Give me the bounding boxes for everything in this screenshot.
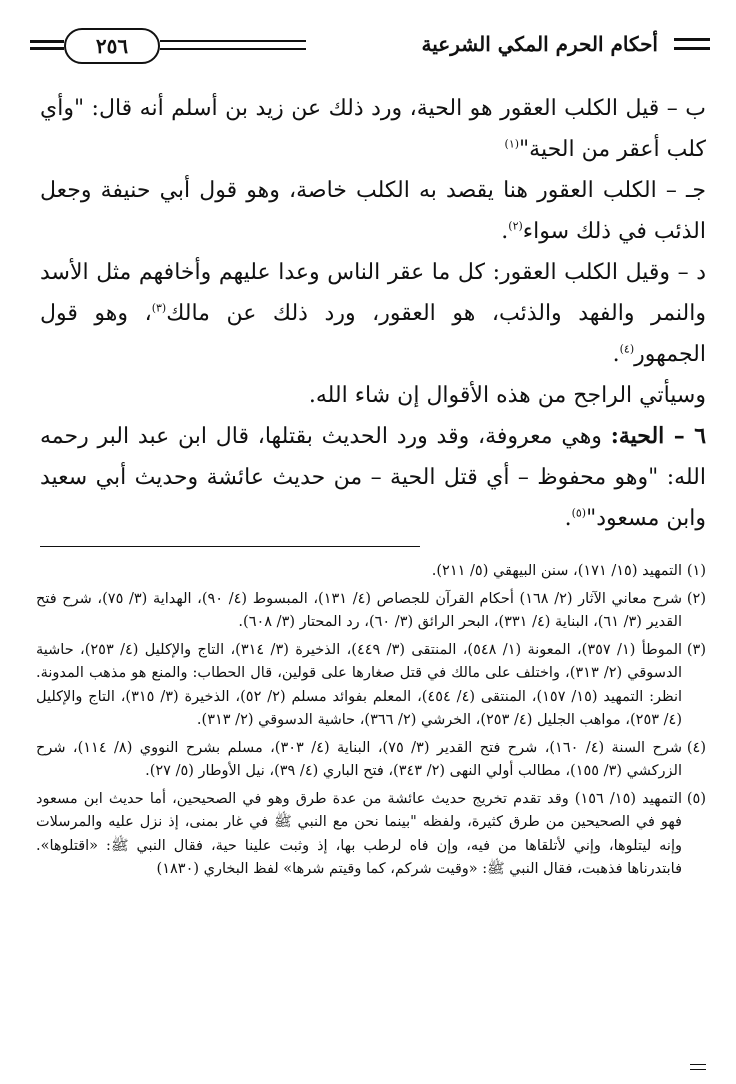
paragraph-b bbox=[40, 88, 706, 170]
main-text bbox=[40, 88, 706, 539]
paragraph-d-text-2: ، وهو قول الجمهور bbox=[40, 301, 706, 367]
footnotes bbox=[36, 560, 706, 886]
page-number: ٢٥٦ bbox=[64, 28, 160, 64]
footnote-ref-1[interactable]: (١) bbox=[504, 137, 520, 151]
footnote-number: (٢) bbox=[686, 590, 706, 607]
paragraph-d bbox=[40, 252, 706, 375]
footnote-number: (٥) bbox=[686, 790, 706, 807]
footnote-text: التمهيد (١٥/ ١٧١)، سنن البيهقي (٥/ ٢١١). bbox=[431, 563, 682, 579]
footnote-ref-2[interactable]: (٢) bbox=[508, 219, 523, 233]
footnote-divider bbox=[40, 546, 420, 547]
paragraph-6-end: . bbox=[564, 506, 572, 531]
header-rule bbox=[160, 40, 306, 50]
paragraph-6-lead: ٦ – الحية: bbox=[610, 423, 707, 449]
paragraph-6 bbox=[40, 416, 706, 539]
footnote bbox=[36, 737, 706, 784]
paragraph-j-text: جـ – الكلب العقور هنا يقصد به الكلب خاصة، وهو قول أبي حنيفة وجعل الذئب في ذلك سواء bbox=[40, 178, 706, 244]
footnote-ref-4[interactable]: (٤) bbox=[619, 342, 635, 356]
footnote bbox=[36, 588, 706, 635]
continuation-mark bbox=[690, 1064, 706, 1070]
footnote-ref-5[interactable]: (٥) bbox=[571, 506, 587, 520]
footnote-number: (٣) bbox=[686, 641, 706, 658]
footnote-text: الموطأ (١/ ٣٥٧)، المعونة (١/ ٥٤٨)، المنتقى (٣/ ٤٤٩)، الذخيرة (٣/ ٣١٤)، التاج والإكليل (٤/ ٢٥٣)، حاشية الدسوقي (٢/ ٣١٣)، واختلف على مالك في قتل صغارها على قولين، قال الحطاب: والمنع هو مذهب المدونة. انظر: التمهيد (١٥/ ١٥٧)، المنتقى (٤/ ٤٥٤)، المعلم بفوائد مسلم (٢/ ٥٢)، الذخيرة (٣/ ٣١٥)، التاج والإكليل (٤/ ٢٥٣)، مواهب الجليل (٤/ ٢٥٣)، الخرشي (٢/ ٣٦٦)، حاشية الدسوقي (٢/ ٣١٣). bbox=[36, 641, 683, 728]
footnote-number: (١) bbox=[686, 563, 706, 579]
header-ornament-right bbox=[674, 38, 710, 50]
footnote-text: التمهيد (١٥/ ١٥٦) وقد تقدم تخريج حديث عائشة من عدة طرق وهو في الصحيحين، أما حديث ابن مسعود فهو في الصحيحين من طرق كثيرة، ولفظه "بينما نحن مع النبي ﷺ في غار بمنى، إذ نزل عليه والمرسلات وإنه ليتلوها، وإني لأتلقاها من فيه، وإن فاه لرطب بها، إذ وثبت علينا حية، فقال النبي ﷺ: «اقتلوها». فابتدرناها فذهبت، فقال النبي ﷺ: «وقيت شركم، كما وقيتم شرها» لفظ البخاري (١٨٣٠) bbox=[36, 790, 682, 877]
footnote bbox=[36, 560, 706, 584]
paragraph-6-text: وهي معروفة، وقد ورد الحديث بقتلها، قال ابن عبد البر رحمه الله: "وهو محفوظ – أي قتل الحية – من حديث عائشة وحديث أبي سعيد وابن مسعود" bbox=[40, 424, 706, 531]
paragraph-d-end: . bbox=[612, 342, 620, 367]
footnote bbox=[36, 639, 706, 733]
paragraph-b-text: ب – قيل الكلب العقور هو الحية، ورد ذلك عن زيد بن أسلم أنه قال: "وأي كلب أعقر من الحية" bbox=[40, 96, 706, 162]
paragraph-d-text-1: د – وقيل الكلب العقور: كل ما عقر الناس وعدا عليهم وأخافهم مثل الأسد والنمر والفهد والذئب، هو العقور، ورد ذلك عن مالك bbox=[40, 260, 706, 326]
footnote-text: شرح معاني الآثار (٢/ ١٦٨) أحكام القرآن للجصاص (٤/ ١٣١)، المبسوط (٤/ ٩٠)، الهداية (٣/ ٧٥)، شرح فتح القدير (٣/ ٦١)، البناية (٤/ ٣٣١)، البحر الرائق (٣/ ٦٠)، رد المحتار (٣/ ٦٠٨). bbox=[36, 590, 682, 630]
paragraph-j: جـ – الكلب العقور هنا يقصد به الكلب خاصة، وهو قول أبي حنيفة وجعل الذئب في ذلك سواء$^{(٢)}$. bbox=[40, 178, 706, 244]
footnote bbox=[36, 788, 706, 882]
footnote-ref-3[interactable]: (٣) bbox=[151, 301, 167, 315]
header-title: أحكام الحرم المكي الشرعية bbox=[421, 32, 658, 56]
header-ornament-left bbox=[30, 40, 64, 50]
footnote-number: (٤) bbox=[686, 739, 706, 756]
paragraph-next: وسيأتي الراجح من هذه الأقوال إن شاء الله. bbox=[308, 383, 706, 408]
running-header bbox=[30, 28, 710, 68]
footnote-text: شرح السنة (٤/ ١٦٠)، شرح فتح القدير (٣/ ٧٥)، البناية (٤/ ٣٠٣)، مسلم بشرح النووي (٨/ ١١٤)، شرح الزركشي (٣/ ١٥٥)، مطالب أولي النهى (٢/ ٣٤٣)، فتح الباري (٤/ ٣٩)، نيل الأوطار (٥/ ٢٧). bbox=[36, 739, 682, 779]
